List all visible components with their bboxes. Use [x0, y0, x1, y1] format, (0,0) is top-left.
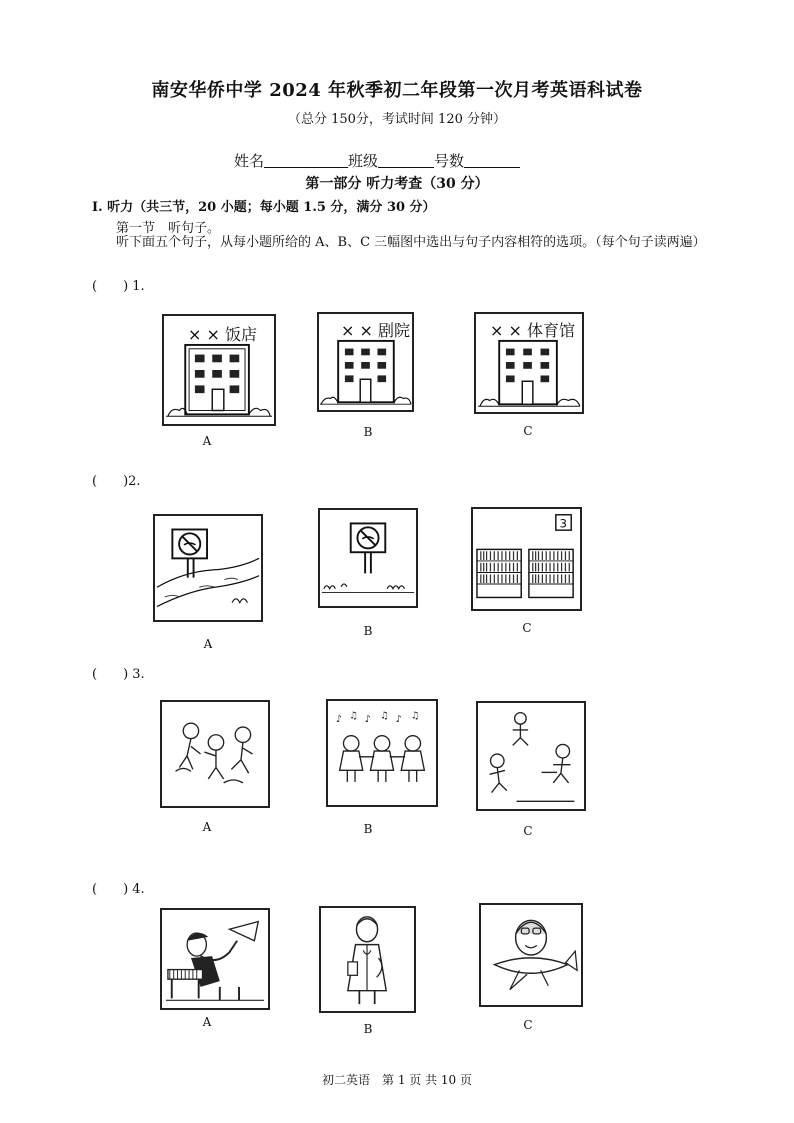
library-bookshelves-icon	[473, 509, 580, 609]
section-heading: I. 听力（共三节，20 小题；每小题 1.5 分，满分 30 分）	[92, 200, 436, 215]
part1-title: 第一部分 听力考查（30 分）	[305, 176, 489, 192]
svg-text:♪: ♪	[395, 714, 402, 726]
q4-label-b: B	[363, 1022, 373, 1036]
page-footer: 初二英语 第 1 页 共 10 页	[322, 1073, 472, 1087]
hotel-sign: × × 饭店	[188, 325, 257, 344]
class-blank[interactable]	[378, 153, 434, 168]
q2-picture-a[interactable]	[153, 514, 263, 622]
question-number-4[interactable]: ( ) 4.	[92, 882, 145, 897]
no-swimming-river-icon	[155, 516, 261, 620]
exam-subtitle: （总分 150分，考试时间 120 分钟）	[287, 112, 507, 127]
q3-label-c: C	[523, 824, 533, 838]
pilot-plane-icon	[481, 905, 581, 1005]
svg-text:♫: ♫	[410, 710, 420, 722]
q2-picture-b[interactable]	[318, 508, 418, 608]
question-number-3[interactable]: ( ) 3.	[92, 667, 145, 682]
q2-label-c: C	[522, 621, 532, 635]
q1-picture-b[interactable]	[317, 312, 414, 412]
svg-text:3: 3	[559, 516, 568, 531]
q3-picture-a[interactable]	[160, 700, 270, 808]
pianist-icon	[162, 910, 268, 1008]
children-singing-icon	[328, 701, 436, 805]
theater-sign: × × 剧院	[341, 321, 410, 340]
gym-sign: × × 体育馆	[490, 321, 575, 340]
q4-picture-b[interactable]	[319, 906, 416, 1013]
question-number-1[interactable]: ( ) 1.	[92, 279, 145, 294]
q2-label-a: A	[203, 637, 213, 651]
svg-text:♫: ♫	[349, 710, 358, 722]
q1-label-c: C	[523, 424, 533, 438]
q4-picture-a[interactable]	[160, 908, 270, 1010]
q1-picture-c[interactable]	[474, 312, 584, 414]
name-blank[interactable]	[264, 153, 348, 168]
doctor-icon	[321, 908, 414, 1011]
question-number-2[interactable]: ( )2.	[92, 474, 141, 489]
section1-title: 第一节 听句子。	[116, 221, 221, 236]
q2-picture-c[interactable]	[471, 507, 582, 611]
svg-text:♪: ♪	[335, 714, 342, 726]
children-playing-icon	[162, 702, 268, 806]
svg-text:♪: ♪	[364, 714, 371, 726]
q3-picture-b[interactable]	[326, 699, 438, 807]
children-skating-icon	[478, 703, 584, 809]
q1-label-b: B	[363, 425, 373, 439]
student-info-line	[234, 150, 520, 171]
class-label: 班级	[348, 152, 379, 170]
q1-label-a: A	[202, 434, 212, 448]
q3-label-b: B	[363, 822, 373, 836]
section1-instruction: 听下面五个句子，从每小题所给的 A、B、C 三幅图中选出与句子内容相符的选项。（每个句子读两遍）	[116, 235, 706, 250]
q2-label-b: B	[363, 624, 373, 638]
q4-label-a: A	[202, 1015, 212, 1029]
number-blank[interactable]	[464, 153, 520, 168]
svg-text:♫: ♫	[380, 710, 389, 722]
exam-title: 南安华侨中学 2024 年秋季初二年段第一次月考英语科试卷	[151, 80, 643, 101]
q1-picture-a[interactable]	[162, 314, 276, 426]
name-label: 姓名	[234, 152, 265, 170]
q3-picture-c[interactable]	[476, 701, 586, 811]
no-swimming-sign-icon	[320, 510, 416, 606]
q4-picture-c[interactable]	[479, 903, 583, 1007]
q4-label-c: C	[523, 1018, 533, 1032]
q3-label-a: A	[202, 820, 212, 834]
number-label: 号数	[434, 152, 465, 170]
